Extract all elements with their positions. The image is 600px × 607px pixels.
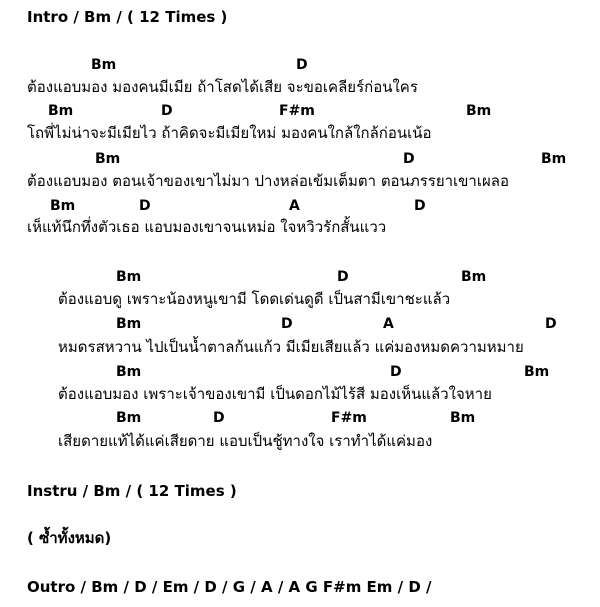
lyric-line: ต้องแอบมอง มองคนมีเมีย ถ้าโสดได้เสีย จะขอเคลียร์ก่อนใคร bbox=[27, 78, 418, 96]
chord: Bm bbox=[524, 364, 550, 380]
chord: Bm bbox=[48, 103, 74, 119]
lyric-line: ต้องแอบมอง เพราะเจ้าของเขามี เป็นดอกไม้ไร้สี มองเห็นแล้วใจหาย bbox=[58, 385, 492, 403]
chord: D bbox=[337, 269, 349, 285]
chord: Bm bbox=[461, 269, 487, 285]
lyric-line: ต้องแอบดู เพราะน้องหนูเขามี โดดเด่นดูดี เป็นสามีเขาชะแล้ว bbox=[58, 290, 451, 308]
chord: D bbox=[161, 103, 173, 119]
chord: D bbox=[403, 151, 415, 167]
chord: D bbox=[414, 198, 426, 214]
chord: Bm bbox=[450, 410, 476, 426]
chord: F#m bbox=[279, 103, 315, 119]
chord: Bm bbox=[50, 198, 76, 214]
lyric-line: โถพี่ไม่น่าจะมีเมียไว ถ้าคิดจะมีเมียใหม่ มองคนใกล้ใกล้ก่อนเน้อ bbox=[27, 124, 432, 142]
chord: Bm bbox=[116, 316, 142, 332]
chord: D bbox=[390, 364, 402, 380]
chord: D bbox=[281, 316, 293, 332]
chord: D bbox=[296, 57, 308, 73]
chord: D bbox=[545, 316, 557, 332]
lyric-line: เห็แท้นึกทึ่งตัวเธอ แอบมองเขาจนเหม่อ ใจหวิวรักสั้นแวว bbox=[27, 218, 387, 236]
chord: Bm bbox=[466, 103, 492, 119]
chord: Bm bbox=[95, 151, 121, 167]
chord: D bbox=[139, 198, 151, 214]
chord: D bbox=[213, 410, 225, 426]
chord: A bbox=[383, 316, 394, 332]
chord: Bm bbox=[116, 269, 142, 285]
repeat-all-line: ( ซ้ำทั้งหมด) bbox=[27, 529, 112, 547]
chord: Bm bbox=[116, 410, 142, 426]
lyric-line: เสียดายแท้ได้แค่เสียดาย แอบเป็นชู้ทางใจ เราทำได้แค่มอง bbox=[58, 432, 433, 450]
instru-line: Instru / Bm / ( 12 Times ) bbox=[27, 482, 237, 500]
chord: Bm bbox=[116, 364, 142, 380]
chord: Bm bbox=[91, 57, 117, 73]
chord: A bbox=[289, 198, 300, 214]
outro-line: Outro / Bm / D / Em / D / G / A / A G F#m Em / D / bbox=[27, 578, 432, 596]
chord: Bm bbox=[541, 151, 567, 167]
lyric-line: หมดรสหวาน ไปเป็นน้ำตาลก้นแก้ว มีเมียเสียแล้ว แค่มองหมดความหมาย bbox=[58, 338, 524, 356]
lyric-line: ต้องแอบมอง ตอนเจ้าของเขาไม่มา ปางหล่อเข้มเต็มตา ตอนภรรยาเขาเผลอ bbox=[27, 172, 509, 190]
intro-line: Intro / Bm / ( 12 Times ) bbox=[27, 8, 228, 26]
chord: F#m bbox=[331, 410, 367, 426]
